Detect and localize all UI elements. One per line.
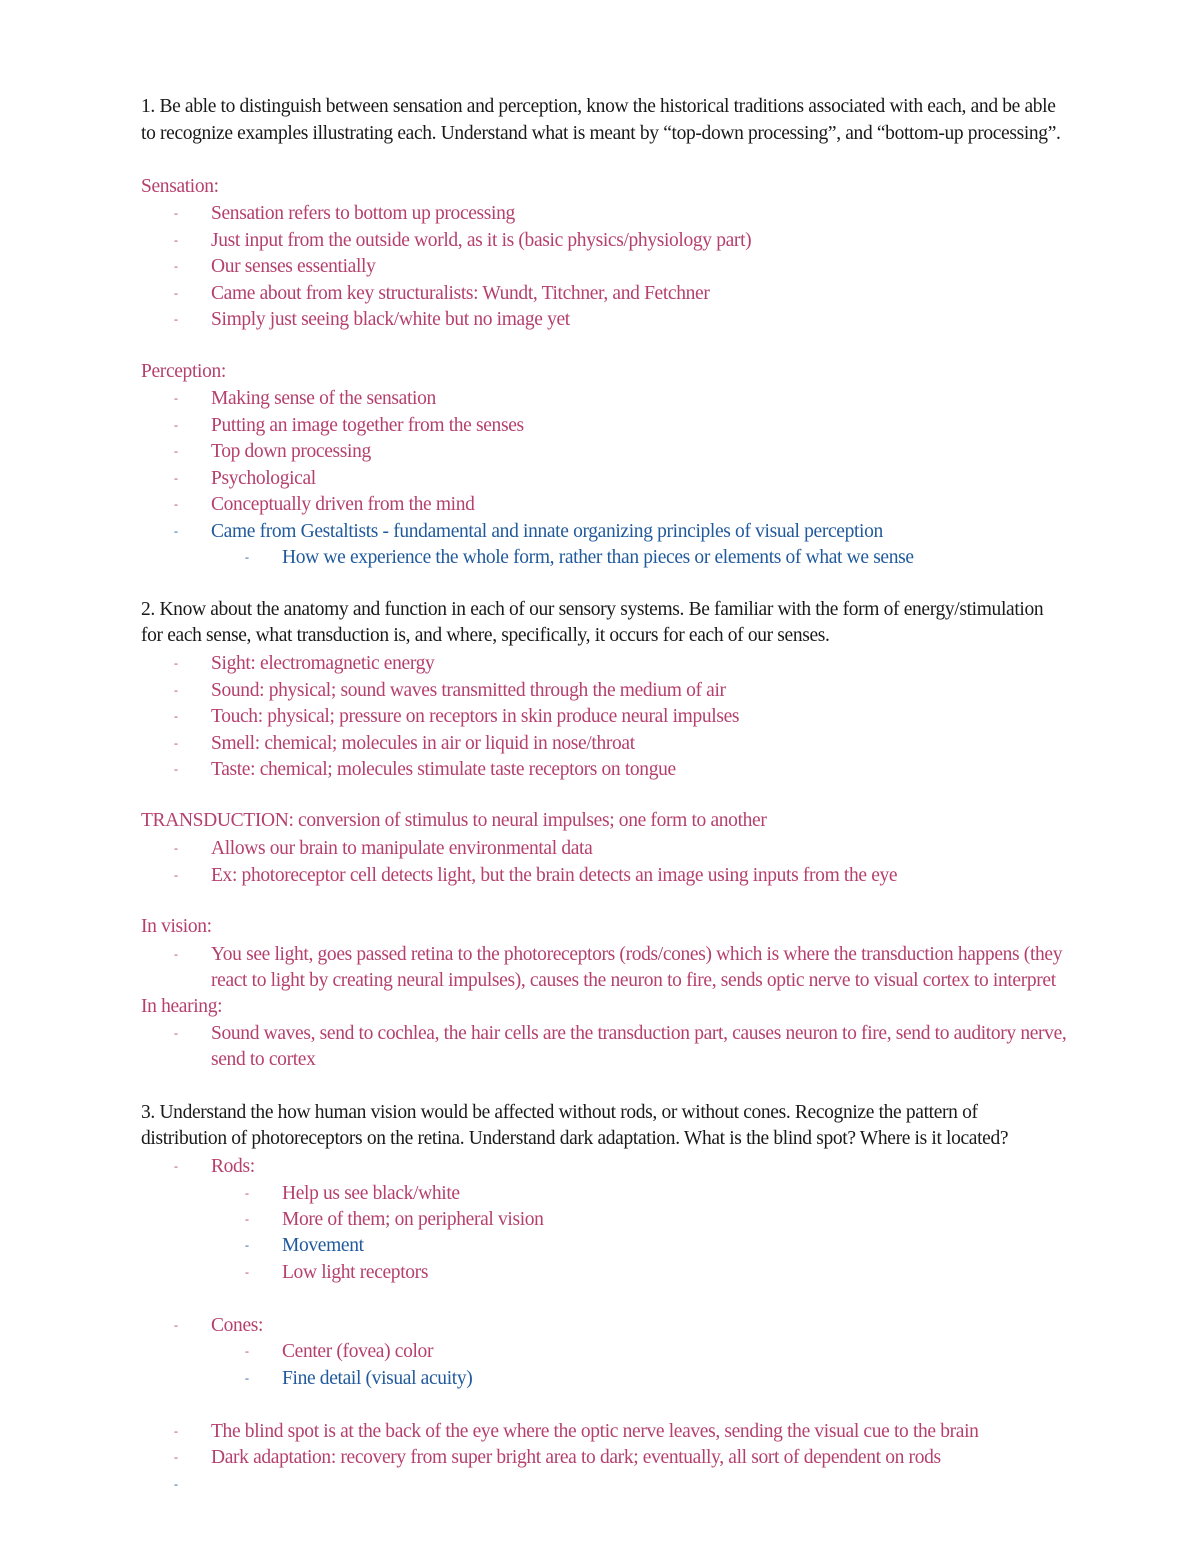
rods-item: - Rods:	[174, 1153, 255, 1180]
list-item-continuation: send to cortex	[211, 1049, 316, 1070]
bullet-icon: -	[174, 391, 178, 405]
list-item: - Sight: electromagnetic energy	[174, 650, 434, 677]
sub-list-item: - Help us see black/white	[245, 1180, 460, 1207]
list-item: - You see light, goes passed retina to the photoreceptors (rods/cones) which is where the transduction happens (they	[174, 941, 1062, 968]
bullet-icon: -	[245, 1344, 249, 1358]
list-item: - Simply just seeing black/white but no image yet	[174, 306, 570, 333]
list-item: - Taste: chemical; molecules stimulate taste receptors on tongue	[174, 756, 676, 783]
list-item: - Sound: physical; sound waves transmitted through the medium of air	[174, 677, 726, 704]
list-item-continuation: react to light by creating neural impulses), causes the neuron to fire, sends optic nerve to visual cortex to interpret	[211, 970, 1056, 991]
bullet-icon: -	[174, 1450, 178, 1464]
transduction-heading: TRANSDUCTION: conversion of stimulus to neural impulses; one form to another	[141, 810, 767, 831]
bullet-icon: -	[245, 1212, 249, 1226]
list-item: - Dark adaptation: recovery from super bright area to dark; eventually, all sort of dependent on rods	[174, 1444, 941, 1471]
bullet-icon: -	[245, 550, 249, 564]
bullet-icon: -	[174, 683, 178, 697]
bullet-icon: -	[174, 233, 178, 247]
bullet-icon: -	[174, 259, 178, 273]
question-1-line-1: 1. Be able to distinguish between sensation and perception, know the historical traditions associated with each, and be able	[141, 96, 1056, 117]
bullet-icon: -	[174, 497, 178, 511]
list-item: - Our senses essentially	[174, 253, 376, 280]
sub-list-item: - More of them; on peripheral vision	[245, 1206, 544, 1233]
bullet-icon: -	[174, 736, 178, 750]
sensation-heading: Sensation:	[141, 176, 219, 197]
sub-list-item: - Fine detail (visual acuity)	[245, 1365, 472, 1392]
vision-heading: In vision:	[141, 916, 212, 937]
bullet-icon: -	[174, 1159, 178, 1173]
list-item: - Came from Gestaltists - fundamental and innate organizing principles of visual perception	[174, 518, 883, 545]
sub-list-item: - Low light receptors	[245, 1259, 428, 1286]
bullet-icon: -	[174, 471, 178, 485]
list-item: - Just input from the outside world, as it is (basic physics/physiology part)	[174, 227, 751, 254]
bullet-icon: -	[174, 762, 178, 776]
bullet-icon: -	[174, 656, 178, 670]
question-3-line-2: distribution of photoreceptors on the retina. Understand dark adaptation. What is the blind spot? Where is it located?	[141, 1128, 1009, 1149]
cones-item: - Cones:	[174, 1312, 263, 1339]
hearing-heading: In hearing:	[141, 996, 223, 1017]
question-2-line-1: 2. Know about the anatomy and function in each of our sensory systems. Be familiar with the form of energy/stimulation	[141, 599, 1044, 620]
bullet-icon: -	[174, 286, 178, 300]
list-item: - Smell: chemical; molecules in air or liquid in nose/throat	[174, 730, 635, 757]
bullet-icon: -	[174, 947, 178, 961]
bullet-icon: -	[245, 1265, 249, 1279]
bullet-icon: -	[245, 1371, 249, 1385]
list-item-empty	[174, 1471, 211, 1498]
bullet-icon: -	[174, 444, 178, 458]
list-item: - Ex: photoreceptor cell detects light, but the brain detects an image using inputs from the eye	[174, 862, 897, 889]
question-3-line-1: 3. Understand the how human vision would be affected without rods, or without cones. Recognize the pattern of	[141, 1102, 978, 1123]
question-2-line-2: for each sense, what transduction is, and where, specifically, it occurs for each of our senses.	[141, 625, 830, 646]
bullet-icon: -	[174, 206, 178, 220]
sub-list-item: - Center (fovea) color	[245, 1338, 433, 1365]
bullet-icon: -	[174, 1318, 178, 1332]
question-1-line-2: to recognize examples illustrating each. Understand what is meant by “top-down processing”, and “bottom-up processing”.	[141, 123, 1061, 144]
bullet-icon: -	[174, 709, 178, 723]
bullet-icon: -	[174, 1477, 178, 1491]
bullet-icon: -	[174, 524, 178, 538]
list-item: - Putting an image together from the senses	[174, 412, 524, 439]
bullet-icon: -	[174, 312, 178, 326]
list-item: - Psychological	[174, 465, 316, 492]
list-item: - Sensation refers to bottom up processing	[174, 200, 515, 227]
bullet-icon: -	[174, 1424, 178, 1438]
list-item: - Conceptually driven from the mind	[174, 491, 475, 518]
bullet-icon: -	[174, 841, 178, 855]
list-item: - Came about from key structuralists: Wundt, Titchner, and Fetchner	[174, 280, 710, 307]
list-item: - The blind spot is at the back of the eye where the optic nerve leaves, sending the visual cue to the brain	[174, 1418, 979, 1445]
list-item: - Top down processing	[174, 438, 371, 465]
bullet-icon: -	[174, 418, 178, 432]
bullet-icon: -	[174, 1026, 178, 1040]
bullet-icon: -	[174, 868, 178, 882]
list-item: - Making sense of the sensation	[174, 385, 436, 412]
bullet-icon: -	[245, 1238, 249, 1252]
list-item: - Sound waves, send to cochlea, the hair cells are the transduction part, causes neuron to fire, send to auditory nerve,	[174, 1020, 1066, 1047]
bullet-icon: -	[245, 1186, 249, 1200]
perception-heading: Perception:	[141, 361, 226, 382]
sub-list-item: - Movement	[245, 1232, 364, 1259]
list-item: - Allows our brain to manipulate environmental data	[174, 835, 592, 862]
list-item: - Touch: physical; pressure on receptors in skin produce neural impulses	[174, 703, 739, 730]
sub-list-item: - How we experience the whole form, rather than pieces or elements of what we sense	[245, 544, 914, 571]
